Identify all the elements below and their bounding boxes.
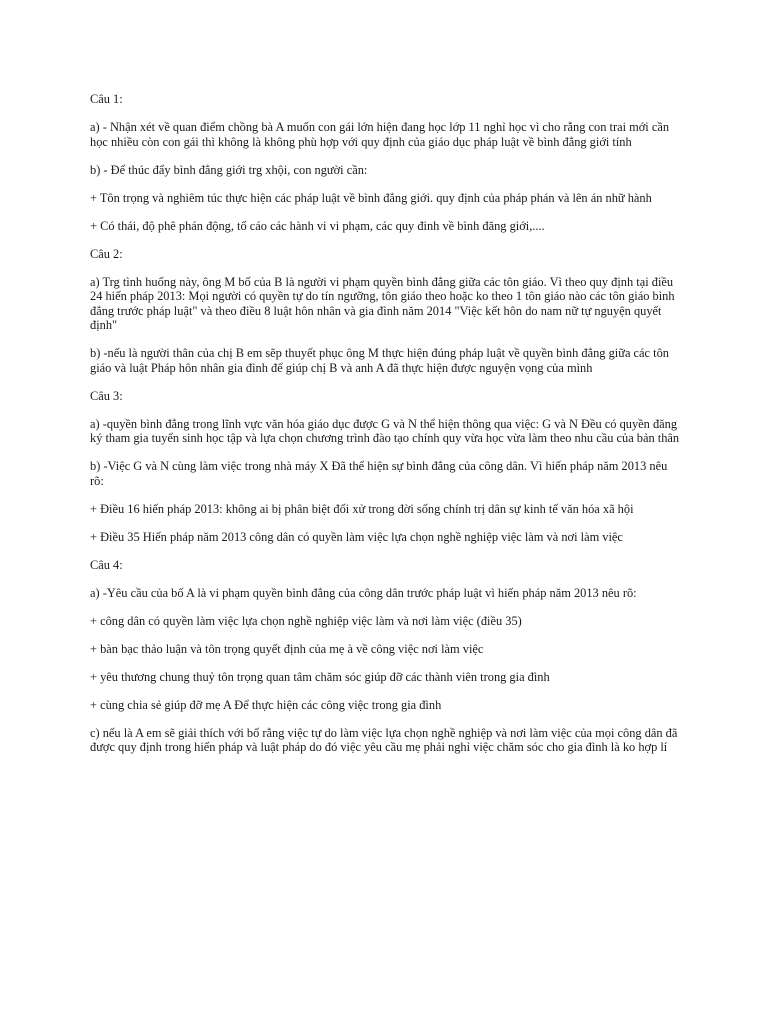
bullet-paragraph: + Tôn trọng và nghiêm túc thực hiện các pháp luật về bình đẳng giới. quy định của pháp phán và lên án nhữ hành — [90, 190, 652, 205]
bullet-paragraph: + bàn bạc thảo luận và tôn trọng quyết định của mẹ à về công việc nơi làm việc — [90, 641, 484, 656]
bullet-paragraph: + công dân có quyền làm việc lựa chọn nghề nghiệp việc làm và nơi làm việc (điều 35) — [90, 613, 522, 628]
bullet-paragraph: + cùng chia sẻ giúp đỡ mẹ A Để thực hiện các công việc trong gia đình — [90, 697, 442, 712]
paragraph: a) -Yêu cầu của bố A là vi phạm quyền bình đẳng của công dân trước pháp luật vì hiến pháp năm 2013 nêu rõ: — [90, 585, 637, 600]
paragraph: a) - Nhận xét về quan điểm chồng bà A muốn con gái lớn hiện đang học lớp 11 nghỉ học vì cho rằng con trai mới cần học nhiều còn con gái thì không là không phù hợp với quy định của giáo dục pháp luật về bình đẳng giới tính — [90, 119, 670, 149]
heading-cau-1: Câu 1: — [90, 92, 123, 106]
bullet-paragraph: + Điều 35 Hiến pháp năm 2013 công dân có quyền làm việc lựa chọn nghề nghiệp việc làm và nơi làm việc — [90, 529, 623, 544]
paragraph: b) -nếu là người thân của chị B em sẽp thuyết phục ông M thực hiện đúng pháp luật về quyền bình đẳng giữa các tôn giáo và luật Pháp hôn nhân gia đình để giúp chị B và anh A đã thực hiện được nguyện vọng của mình — [90, 346, 669, 375]
paragraph: c) nếu là A em sẽ giải thích với bố rằng việc tự do làm việc lựa chọn nghề nghiệp và nơi làm việc của mọi công dân đã được quy định trong hiến pháp và luật pháp do đó việc yêu cầu mẹ phải nghỉ việc chăm sóc cho gia đình là ko hợp lí — [90, 725, 678, 755]
bullet-paragraph: + Có thái, độ phê phán động, tố cáo các hành vi vi phạm, các quy đinh về bình đăng giới,.... — [90, 218, 545, 233]
document-body — [90, 92, 680, 768]
heading-cau-2: Câu 2: — [90, 246, 123, 261]
paragraph: b) - Để thúc đẩy bình đẳng giới trg xhội, con người cần: — [90, 162, 368, 177]
paragraph: b) -Việc G và N cùng làm việc trong nhà máy X Đã thể hiện sự bình đẳng của công dân. Vì hiến pháp năm 2013 nêu rõ: — [90, 459, 668, 488]
bullet-paragraph: + yêu thương chung thuỷ tôn trọng quan tâm chăm sóc giúp đỡ các thành viên trong gia đình — [90, 669, 550, 684]
heading-cau-4: Câu 4: — [90, 557, 123, 572]
paragraph: a) Trg tình huống này, ông M bố của B là người vi phạm quyền bình đẳng giữa các tôn giáo. Vì theo quy định tại điều 24 hiến pháp 2013: Mọi người có quyền tự do tín ngưỡng, tôn giáo theo hoặc ko theo 1 tôn giáo nào các tôn giáo bình đẳng trước pháp luật" và theo điều 8 luật hôn nhân và gia đình năm 2014 "Việc kết hôn do nam nữ tự nguyện quyết định" — [90, 274, 675, 333]
paragraph: a) -quyền bình đẳng trong lĩnh vực văn hóa giáo dục được G và N thể hiện thông qua việc: G và N Đều có quyền đăng ký tham gia tuyển sinh học tập và lựa chọn chương trình đào tạo chính quy vừa học vừa làm theo nhu cầu của bản thân — [90, 416, 680, 446]
heading-cau-3: Câu 3: — [90, 388, 123, 403]
bullet-paragraph: + Điều 16 hiến pháp 2013: không ai bị phân biệt đối xử trong đời sống chính trị dân sự kinh tế văn hóa xã hội — [90, 501, 634, 516]
